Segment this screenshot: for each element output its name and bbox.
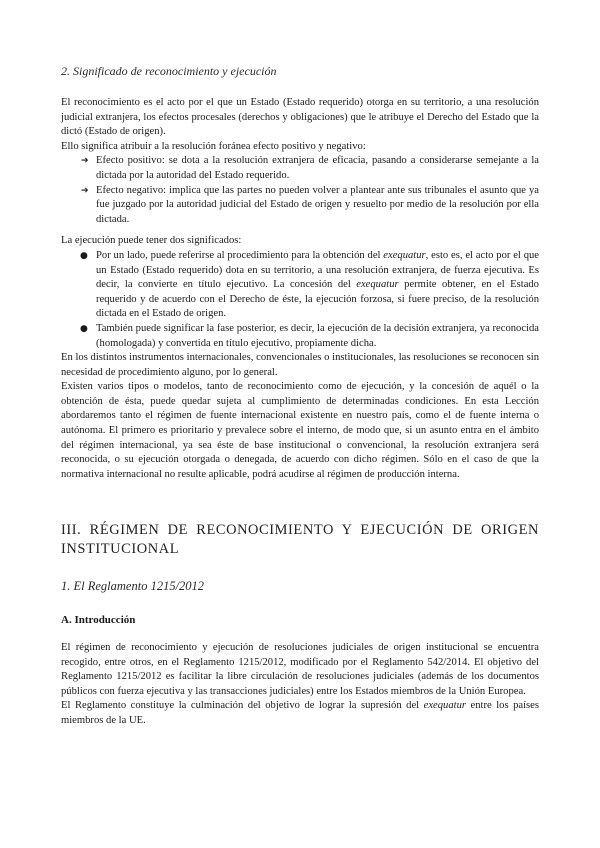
meaning-1-text: Por un lado, puede referirse al procedimiento para la obtención del exequatur, esto es, el acto por el que un Estado (Estado requerido) dota en su territorio, a una resolución extranjera, de fuerza ejecutiva. Es decir, la convierte en título ejecutivo. La concesión del exequatur permite obtener, en el Estado requerido y de acuerdo con el Derecho de éste, la ejecución forzosa, si fuere preciso, de la resolución dictada en el Estado de origen.	[96, 249, 539, 320]
section-2-heading: 2. Significado de reconocimiento y ejecución	[61, 64, 277, 78]
arrow-icon: ➔	[81, 156, 89, 167]
subsection-a-heading: A. Introducción	[61, 614, 136, 626]
effect-negative-text: Efecto negativo: implica que las partes no pueden volver a plantear ante sus tribunales el asunto que ya fue juzgado por la autoridad judicial del Estado de origen y resuelto por medio de la resolución por ella dictada.	[96, 184, 539, 225]
section-2-body	[61, 96, 539, 482]
paragraph-instrumentos: En los distintos instrumentos internacionales, convencionales o institucionales, las resoluciones se reconocen sin necesidad de procedimiento alguno, por lo general.	[61, 352, 539, 378]
paragraph-reconocimiento: El reconocimiento es el acto por el que un Estado (Estado requerido) otorga en su territorio, a una resolución judicial extranjera, los efectos procesales (derechos y obligaciones) que le atribuye el Derecho del Estado que la dictó (Estado de origen).	[61, 97, 539, 138]
section-3-body	[61, 641, 539, 729]
list-item	[61, 154, 539, 183]
effects-list	[61, 154, 539, 227]
list-item	[61, 184, 539, 228]
paragraph-efectos-intro: Ello significa atribuir a la resolución foránea efecto positivo y negativo:	[61, 140, 366, 152]
arrow-icon: ➔	[81, 185, 89, 196]
bullet-icon: ●	[80, 250, 88, 261]
paragraph-culminacion: El Reglamento constituye la culminación del objetivo de lograr la supresión del exequatur entre los países miembros de la UE.	[61, 700, 540, 726]
section-3-heading: III. RÉGIMEN DE RECONOCIMIENTO Y EJECUCIÓN DE ORIGEN INSTITUCIONAL	[61, 522, 539, 557]
meanings-list	[61, 249, 539, 351]
list-item	[61, 249, 539, 322]
paragraph-modelos: Existen varios tipos o modelos, tanto de reconocimiento como de ejecución, y la concesión de aquél o la obtención de ésta, puede quedar sujeta al cumplimiento de determinadas condiciones. En esta Lección abordaremos tanto el régimen de fuente internacional existente en nuestro país, como el de fuente interna o autónoma. El primero es prioritario y prevalece sobre el interno, de modo que, si un asunto entra en el ámbito del régimen internacional, ya sea éste de base institucional o convencional, la resolución extranjera será reconocida, o su ejecución otorgada o denegada, de acuerdo con dicho régimen. Sólo en el caso de que la normativa internacional no resulte aplicable, podrá acudirse al régimen de producción interna.	[61, 381, 539, 480]
bullet-icon: ●	[80, 323, 88, 334]
paragraph-ejecucion-intro: La ejecución puede tener dos significados:	[61, 235, 242, 247]
effect-positive-text: Efecto positivo: se dota a la resolución extranjera de eficacia, pasando a considerarse semejante a la dictada por la autoridad del Estado requerido.	[96, 155, 539, 181]
meaning-2-text: También puede significar la fase posterior, es decir, la ejecución de la decisión extranjera, ya reconocida (homologada) y convertida en título ejecutivo, propiamente dicha.	[96, 322, 539, 349]
list-item	[61, 322, 539, 351]
paragraph-introduccion: El régimen de reconocimiento y ejecución de resoluciones judiciales de origen institucional se encuentra recogido, entre otros, en el Reglamento 1215/2012, modificado por el Reglamento 542/2014. El objetivo del Reglamento 1215/2012 es facilitar la libre circulación de resoluciones judiciales (además de los documentos públicos con fuerza ejecutiva y las transacciones judiciales) entre los Estados miembros de la Unión Europea.	[61, 642, 539, 697]
subsection-1-heading: 1. El Reglamento 1215/2012	[61, 579, 205, 593]
